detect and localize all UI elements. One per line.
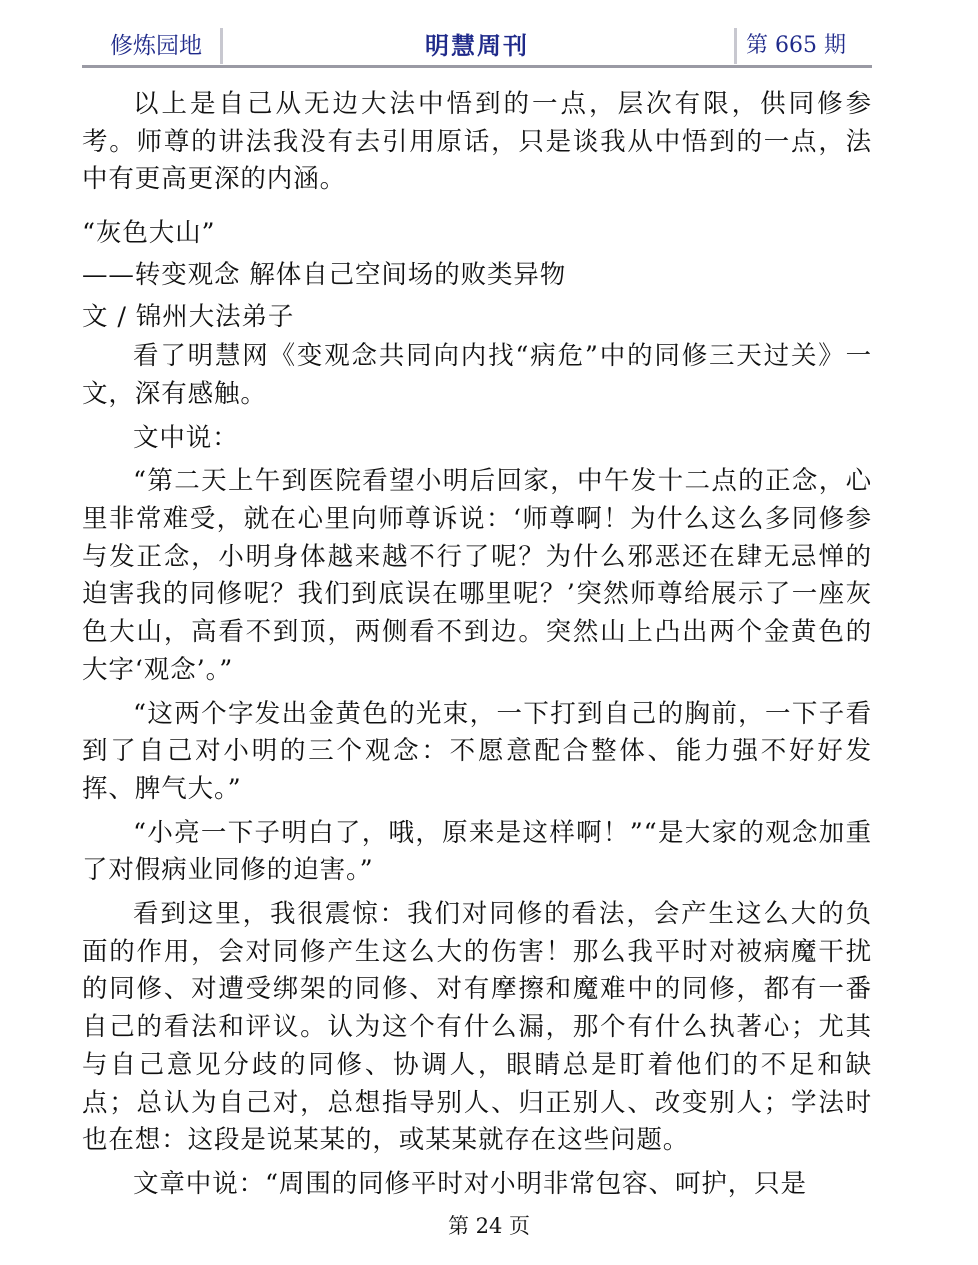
issue-number: 第 665 期 xyxy=(746,33,846,58)
header-rule xyxy=(82,65,872,68)
article-author: 文 / 锦州大法弟子 xyxy=(82,301,295,332)
page-header xyxy=(82,24,872,68)
body-paragraph: 看了明慧网《变观念共同向内找“病危”中的同修三天过关》一文，深有感触。 xyxy=(82,341,872,409)
quote-paragraph: “第二天上午到医院看望小明后回家，中午发十二点的正念，心里非常难受，就在心里向师尊诉说：‘师尊啊！为什么这么多同修参与发正念，小明身体越来越不行了呢？为什么邪恶还在肆无忌惮的迫害我的同修呢？我们到底误在哪里呢？’突然师尊给展示了一座灰色大山，高看不到顶，两侧看不到边。突然山上凸出两个金黄色的大字‘观念’。” xyxy=(82,466,872,685)
body-paragraph: 文章中说：“周围的同修平时对小明非常包容、呵护，只是 xyxy=(133,1168,807,1199)
article-subtitle: ——转变观念 解体自己空间场的败类异物 xyxy=(82,259,567,290)
quote-paragraph: “小亮一下子明白了，哦，原来是这样啊！”“是大家的观念加重了对假病业同修的迫害。” xyxy=(82,817,872,886)
body-paragraph: 文中说： xyxy=(133,422,239,453)
section-name: 修炼园地 xyxy=(110,33,202,59)
publication-title: 明慧周刊 xyxy=(425,31,529,60)
body-paragraph: 看到这里，我很震惊：我们对同修的看法，会产生这么大的负面的作用，会对同修产生这么大的伤害！那么我平时对被病魔干扰的同修、对遭受绑架的同修、对有摩擦和魔难中的同修，都有一番自己的看法和评议。认为这个有什么漏，那个有什么执著心；尤其与自己意见分歧的同修、协调人，眼睛总是盯着他们的不足和缺点；总认为自己对，总想指导别人、归正别人、改变别人；学法时也在想：这段是说某某的，或某某就存在这些问题。 xyxy=(82,899,872,1156)
article-title: “灰色大山” xyxy=(82,218,216,249)
quote-paragraph: “这两个字发出金黄色的光束，一下打到自己的胸前，一下子看到了自己对小明的三个观念：不愿意配合整体、能力强不好好发挥、脾气大。” xyxy=(82,698,872,804)
header-separator-right xyxy=(734,28,737,64)
page-content xyxy=(82,86,872,1204)
closing-paragraph: 以上是自己从无边大法中悟到的一点，层次有限，供同修参考。师尊的讲法我没有去引用原话，只是谈我从中悟到的一点，法中有更高更深的内涵。 xyxy=(82,89,872,195)
page-number: 第 24 页 xyxy=(447,1214,531,1238)
